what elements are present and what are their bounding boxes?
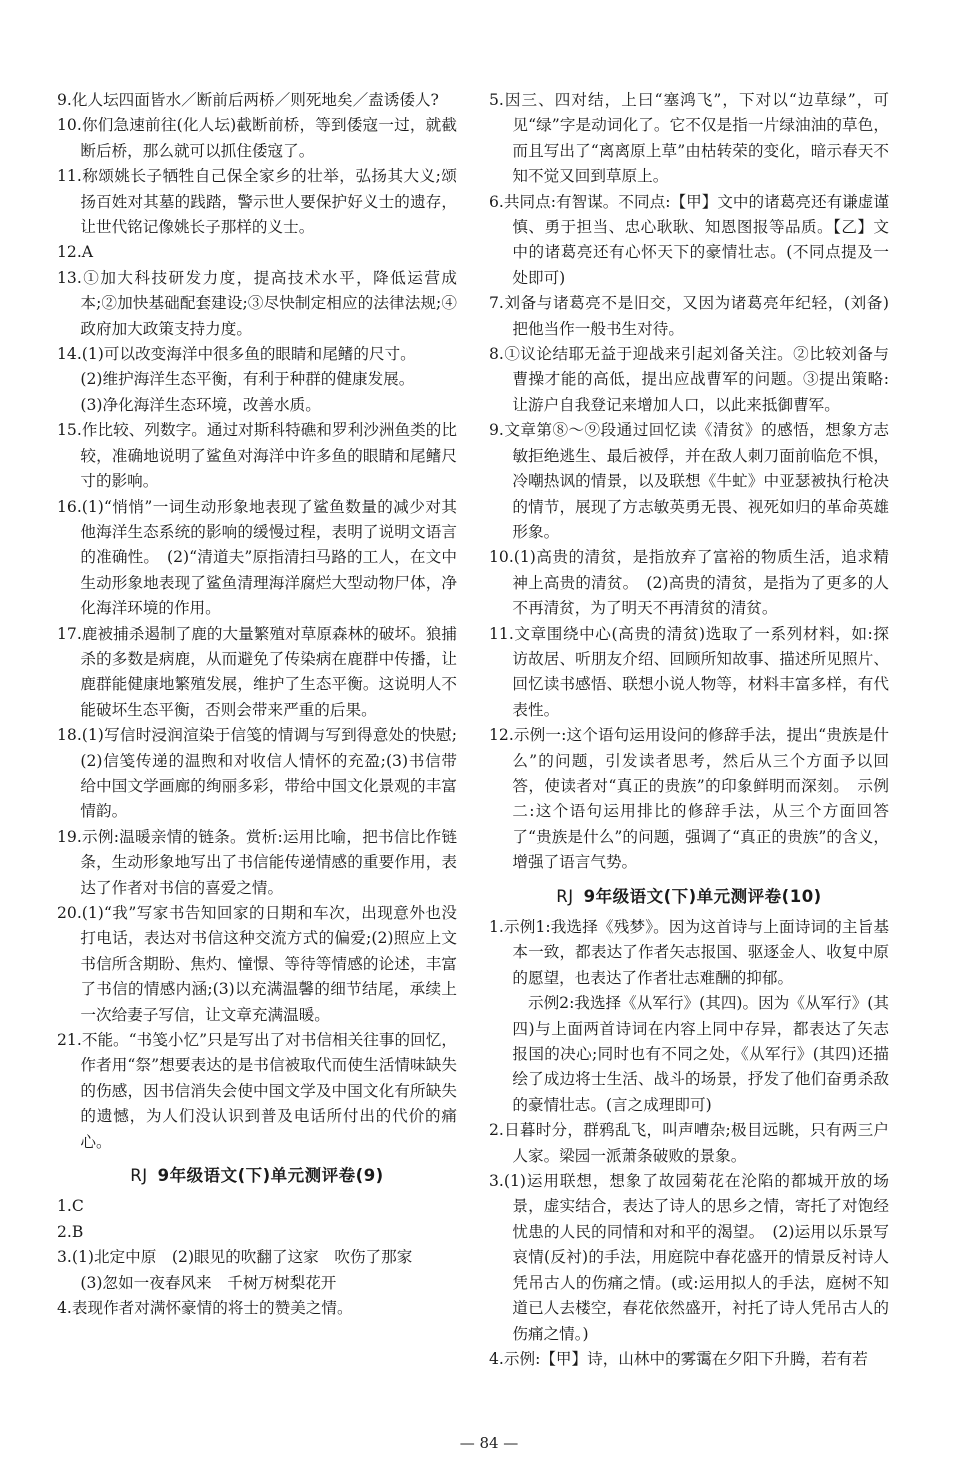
answer-item: 13.①加大科技研发力度，提高技术水平，降低运营成本;②加快基础配套建设;③尽快制定相应的法律法规;④政府加大政策支持力度。 xyxy=(57,268,457,338)
answer-item: 6.共同点:有智谋。不同点:【甲】文中的诸葛亮还有谦虚谨慎、勇于担当、忠心耿耿、知恩图报等品质。【乙】文中的诸葛亮还有心怀天下的豪情壮志。(不同点提及一处即可) xyxy=(489,192,889,287)
answer-item-3 xyxy=(57,1245,457,1296)
answer-item-14 xyxy=(57,342,457,418)
answer-line: 3.(1)北定中原 (2)眼见的吹翻了这家 吹伤了那家 xyxy=(57,1248,413,1267)
answer-item-1 xyxy=(489,915,889,1118)
answer-line: 1.示例1:我选择《残梦》。因为这首诗与上面诗词的主旨基本一致，都表达了作者矢志报国、驱逐金人、收复中原的愿望，也表达了作者壮志难酬的抑郁。 xyxy=(489,918,889,987)
answer-item: 12.示例一:这个语句运用设问的修辞手法，提出“贵族是什么”的问题，引发读者思考，然后从三个方面予以回答，使读者对“真正的贵族”的印象鲜明而深刻。 示例二:这个语句运用排比的修辞手法，从三个方面回答了“贵族是什么”的问题，强调了“真正的贵族”的含义，增强了语言气势。 xyxy=(489,726,889,872)
page-number: — 84 — xyxy=(459,1434,519,1452)
answer-item: 2.B xyxy=(57,1222,84,1241)
answer-item: 10.你们急速前往(化人坛)截断前桥，等到倭寇一过，就截断后桥，那么就可以抓住倭寇了。 xyxy=(57,116,457,160)
section-title-9 xyxy=(57,1163,457,1188)
answer-item: 7.刘备与诸葛亮不是旧交，又因为诸葛亮年纪轻，(刘备)把他当作一般书生对待。 xyxy=(489,294,889,338)
answer-item: 11.文章围绕中心(高贵的清贫)选取了一系列材料，如:探访故居、听朋友介绍、回顾所知故事、描述所见照片、回忆读书感悟、联想小说人物等，材料丰富多样，有代表性。 xyxy=(489,624,889,719)
answer-item: 9.文章第⑧～⑨段通过回忆读《清贫》的感悟，想象方志敏拒绝逃生、最后被俘，并在敌人刺刀面前临危不惧，冷嘲热讽的情景，以及联想《牛虻》中亚瑟被执行枪决的情节，展现了方志敏英勇无畏、视死如归的革命英雄形象。 xyxy=(489,421,889,541)
answer-item: 1.C xyxy=(57,1197,84,1216)
section-title-text: 9年级语文(下)单元测评卷(10) xyxy=(583,886,822,906)
answer-item: 17.鹿被捕杀遏制了鹿的大量繁殖对草原森林的破坏。狼捕杀的多数是病鹿，从而避免了传染病在鹿群中传播，让鹿群能健康地繁殖发展，维护了生态平衡。这说明人不能破坏生态平衡，否则会带来严重的后果。 xyxy=(57,624,457,719)
section-title-10 xyxy=(489,884,889,909)
answer-item: 18.(1)写信时浸润渲染于信笺的情调与写到得意处的快慰;(2)信笺传递的温煦和对收信人情怀的充盈;(3)书信带给中国文学画廊的绚丽多彩，带给中国文化景观的丰富情韵。 xyxy=(57,726,457,821)
answer-item: 15.作比较、列数字。通过对斯科特礁和罗利沙洲鱼类的比较，准确地说明了鲨鱼对海洋中许多鱼的眼睛和尾鳍尺寸的影响。 xyxy=(57,421,457,491)
section-prefix: RJ xyxy=(130,1166,148,1186)
answer-item: 2.日暮时分，群鸦乱飞，叫声嘈杂;极目远眺，只有两三户人家。梁园一派萧条破败的景象。 xyxy=(489,1121,889,1165)
answer-item: 21.不能。“书笺小忆”只是写出了对书信相关往事的回忆，作者用“祭”想要表达的是书信被取代而使生活情味缺失的伤感，因书信消失会使中国文学及中国文化有所缺失的遗憾，为人们没认识到普及电话所付出的代价的痛心。 xyxy=(57,1031,457,1151)
right-column xyxy=(489,88,889,1372)
answer-line: 14.(1)可以改变海洋中很多鱼的眼睛和尾鳍的尺寸。 xyxy=(57,345,416,364)
answer-item: 19.示例:温暖亲情的链条。赏析:运用比喻，把书信比作链条，生动形象地写出了书信能传递情感的重要作用，表达了作者对书信的喜爱之情。 xyxy=(57,827,457,897)
answer-item: 16.(1)“悄悄”一词生动形象地表现了鲨鱼数量的减少对其他海洋生态系统的影响的缓慢过程，表明了说明文语言的准确性。 (2)“清道夫”原指清扫马路的工人，在文中生动形象地表现了鲨鱼清理海洋腐烂大型动物尸体，净化海洋环境的作用。 xyxy=(57,497,457,618)
answer-item: 4.表现作者对满怀豪情的将士的赞美之情。 xyxy=(57,1299,353,1318)
answer-item: 3.(1)运用联想，想象了故园菊花在沦陷的都城开放的场景，虚实结合，表达了诗人的思乡之情，寄托了对饱经忧患的人民的同情和对和平的渴望。 (2)运用以乐景写哀情(反衬)的手法，用庭院中春花盛开的情景反衬诗人凭吊古人的伤痛之情。(或:运用拟人的手法，庭树不知道已人去楼空，春花依然盛开，衬托了诗人凭吊古人的伤痛之情。) xyxy=(489,1172,889,1343)
section-prefix: RJ xyxy=(556,886,574,906)
answer-item: 9.化人坛四面皆水／断前后两桥／则死地矣／盍诱倭人? xyxy=(57,91,439,109)
answer-item: 4.示例:【甲】诗，山林中的雾霭在夕阳下升腾，若有若 xyxy=(489,1349,868,1368)
answer-item: 5.因三、四对结，上曰“塞鸿飞”，下对以“边草绿”，可见“绿”字是动词化了。它不仅是指一片绿油油的草色，而且写出了“离离原上草”由枯转荣的变化，暗示春天不知不觉又回到草原上。 xyxy=(489,91,889,186)
answer-line: (2)维护海洋生态平衡，有利于种群的健康发展。 xyxy=(80,370,415,389)
left-column xyxy=(57,88,457,1322)
section-title-text: 9年级语文(下)单元测评卷(9) xyxy=(157,1166,384,1186)
answer-line: (3)净化海洋生态环境，改善水质。 xyxy=(80,395,321,414)
answer-item: 8.①议论结耶无益于迎战来引起刘备关注。②比较刘备与曹操才能的高低，提出应战曹军的问题。③提出策略:让游户自我登记来增加人口，以此来抵御曹军。 xyxy=(489,345,889,414)
answer-item: 20.(1)“我”写家书告知回家的日期和车次，出现意外也没打电话，表达对书信这种交流方式的偏爱;(2)照应上文书信所含期盼、焦灼、憧憬、等待等情感的论述，丰富了书信的情感内涵;(3)以充满温馨的细节结尾，承续上一次给妻子写信，让文章充满温暖。 xyxy=(57,904,457,1024)
answer-item: 10.(1)高贵的清贫，是指放弃了富裕的物质生活，追求精神上高贵的清贫。 (2)高贵的清贫，是指为了更多的人不再清贫，为了明天不再清贫的清贫。 xyxy=(489,548,889,618)
answer-line: 示例2:我选择《从军行》(其四)。因为《从军行》(其四)与上面两首诗词在内容上同中存异，都表达了矢志报国的决心;同时也有不同之处，《从军行》(其四)还描绘了成边将士生活、战斗的场景，抒发了他们奋勇杀敌的豪情壮志。(言之成理即可) xyxy=(512,994,889,1114)
answer-line: (3)忽如一夜春风来 千树万树梨花开 xyxy=(80,1273,337,1292)
answer-item: 12.A xyxy=(57,243,94,262)
answer-item: 11.称颂姚长子牺牲自己保全家乡的壮举，弘扬其大义;颂扬百姓对其墓的践踏，警示世人要保护好义士的遗存，让世代铭记像姚长子那样的义士。 xyxy=(57,167,457,237)
